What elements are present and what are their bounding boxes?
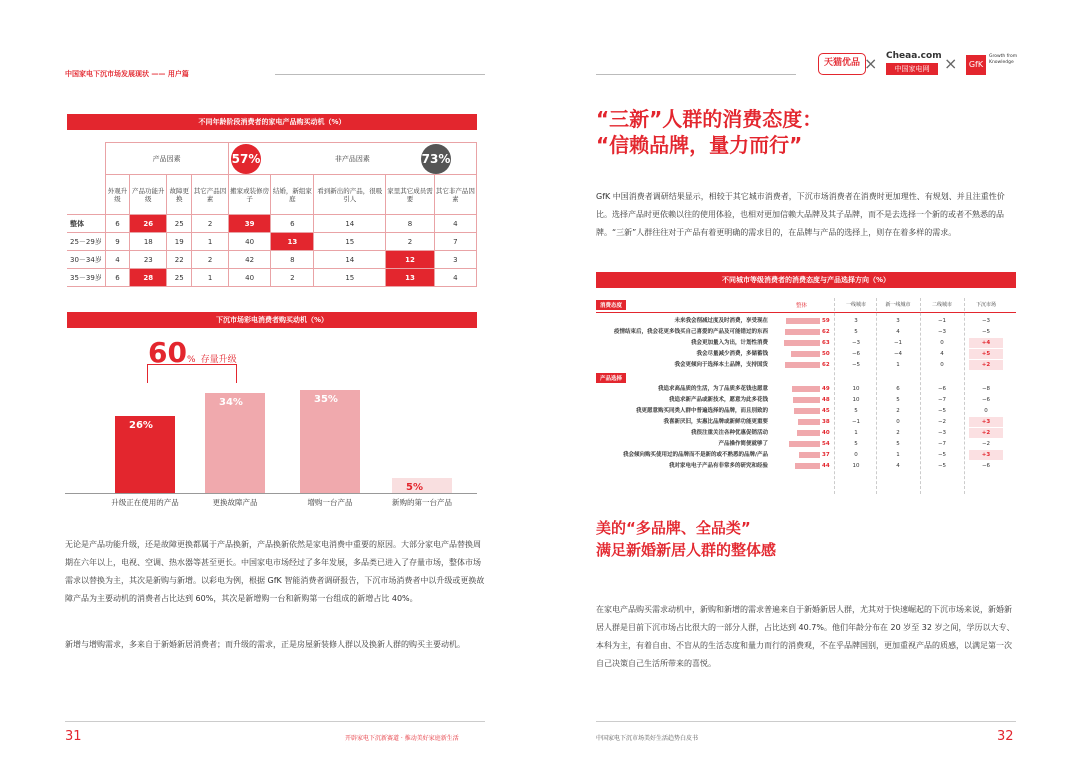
table2-row	[596, 349, 1016, 360]
table2-cell: −8	[981, 386, 991, 392]
running-header-left: 中国家电下沉市场发展现状 —— 用户篇	[65, 70, 189, 78]
table2-cell: −5	[937, 408, 947, 414]
x-tick-label: 增购一台产品	[307, 498, 353, 507]
table2-cell: −6	[937, 386, 947, 392]
table2-cell: −1	[893, 340, 903, 346]
group-product-header: 产品因素	[105, 143, 228, 175]
table2-row	[596, 406, 1016, 417]
table1-cell: 28	[130, 269, 167, 287]
overall-value: 62	[822, 362, 830, 368]
table2-column-header: 新一线城市	[885, 302, 911, 308]
overall-bar	[792, 386, 820, 392]
overall-bar	[795, 463, 820, 469]
table1-cell: 7	[434, 233, 476, 251]
table1-row-label: 30－34岁	[67, 251, 105, 269]
table2-cell: −5	[937, 452, 947, 458]
table2-cell: 4	[896, 329, 900, 335]
overall-value: 63	[822, 340, 830, 346]
table1-cell: 19	[167, 233, 192, 251]
table2-cell: 5	[854, 329, 858, 335]
col-overall-header: 整体	[796, 303, 808, 309]
x-tick-label: 升级正在使用的产品	[111, 498, 179, 507]
table2-row-label: 我更愿意购买同类人群中普遍选择的品牌，而且别致的	[635, 408, 768, 414]
table2-cell: 4	[896, 463, 900, 469]
table1-column-header: 其它产品因素	[192, 175, 228, 215]
table2-row	[596, 439, 1016, 450]
table2-cell: 5	[854, 441, 858, 447]
overall-value: 50	[822, 351, 830, 357]
cheaa-logo-top: Cheaa.com	[886, 51, 942, 61]
table1-cell: 2	[192, 215, 228, 233]
table2-row-label: 我会更加量入为出，计划性消费	[690, 340, 768, 346]
footer-rule-right	[596, 721, 1016, 722]
table1-column-header: 家里其它成员需要	[386, 175, 434, 215]
table2-cell: −1	[937, 318, 947, 324]
table1-cell: 39	[228, 215, 271, 233]
table2-cell: 1	[896, 362, 900, 368]
table1-cell: 1	[192, 233, 228, 251]
table1-cell: 8	[271, 251, 314, 269]
right-paragraph-2: 在家电产品购买需求动机中，新购和新增的需求普遍来自于新婚新居人群，尤其对于快速崛起的下沉市场来说，新婚新居人群是目前下沉市场占比很大的一部分人群，占比达到 40.7%。他们年龄分布在 20 岁至 32 岁之间，学历以大专、本科为主，有着自由、不盲从的生活态度和量力而行的消费观，不在乎品牌国别，更加重视产品的质感，以满足第一次自己决策自己生活所带来的喜悦。	[596, 605, 1015, 668]
table1-column-header: 产品功能升级	[130, 175, 167, 215]
table2-row	[596, 417, 1016, 428]
table2-header-rule	[596, 312, 1016, 313]
table2-cell: +2	[981, 362, 991, 368]
table2-cell: 3	[854, 318, 858, 324]
product-factor-badge: 57%	[231, 144, 261, 174]
table1-cell: 25	[167, 269, 192, 287]
table1-cell: 9	[105, 233, 130, 251]
overall-bar	[789, 441, 820, 447]
table2-cell: 1	[896, 452, 900, 458]
table1-row	[67, 251, 477, 269]
cheaa-logo-text: 中国家电网	[894, 65, 930, 73]
table1-cell: 8	[386, 215, 434, 233]
table2-row-label: 我很注重关注各种优惠促销活动	[690, 430, 768, 436]
table2-cell: 3	[896, 318, 900, 324]
table2-cell: −6	[981, 397, 991, 403]
overall-value: 37	[822, 452, 830, 458]
table2-row	[596, 461, 1016, 472]
table1-cell: 2	[386, 233, 434, 251]
x-tick-label: 更换故障产品	[212, 498, 258, 507]
table1-cell: 4	[434, 215, 476, 233]
table2-cell: 0	[940, 362, 944, 368]
overall-value: 40	[822, 430, 830, 436]
table2-cell: 5	[854, 408, 858, 414]
table2-cell: 1	[854, 430, 858, 436]
table2-row	[596, 395, 1016, 406]
table2-column-header: 二线城市	[931, 302, 952, 308]
overall-value: 59	[822, 318, 830, 324]
right-paragraph-1: GfK 中国消费者调研结果显示，相较于其它城市消费者，下沉市场消费者在消费时更加理性、有规划、并且注重性价比。选择产品时更依赖以往的使用体验，也相对更加信赖大品牌及其子品牌，而不是去选择一个新的或者不熟悉的品牌。“三新”人群往往对于产品有着更明确的需求目的，在品牌与产品的选择上，则存在着多样的需求。	[596, 192, 1005, 237]
table2-row	[596, 428, 1016, 439]
table2-row-label: 未来我会削减过度及时消费，享受现在	[674, 318, 768, 324]
table2-cell: 0	[984, 408, 988, 414]
group-nonproduct-header: 非产品因素	[228, 143, 476, 175]
overall-value: 38	[822, 419, 830, 425]
table2-cell: 10	[852, 386, 860, 392]
table1-column-header: 看到新出的产品，很吸引人	[314, 175, 386, 215]
table2-cell: 0	[854, 452, 858, 458]
table1-column-header: 结婚，新组家庭	[271, 175, 314, 215]
chart-title: 下沉市场彩电消费者购买动机（%）	[67, 312, 477, 328]
annotation-value: 60	[148, 336, 187, 369]
bar-chart-area	[105, 375, 465, 493]
table1-cell: 14	[314, 215, 386, 233]
table2-cell: +4	[981, 340, 991, 346]
overall-bar	[786, 318, 820, 324]
table2-row-label: 产品操作简便就够了	[718, 441, 768, 447]
table1-cell: 6	[271, 215, 314, 233]
section2-label: 产品选择	[596, 373, 626, 383]
overall-bar	[793, 397, 820, 403]
annotation-text: 存量升级	[200, 355, 237, 365]
table2-cell: −4	[893, 351, 903, 357]
table2-row	[596, 327, 1016, 338]
table2-row	[596, 316, 1016, 327]
gfk-logo: GfK	[966, 55, 986, 75]
table1-cell: 22	[167, 251, 192, 269]
purchase-motive-table	[67, 142, 477, 287]
table1-row	[67, 233, 477, 251]
table1-cell: 18	[130, 233, 167, 251]
table2-cell: −3	[981, 318, 991, 324]
table2-row	[596, 384, 1016, 395]
x-tick-label: 新购的第一台产品	[392, 498, 452, 507]
overall-bar	[785, 329, 820, 335]
table1-cell: 40	[228, 269, 271, 287]
table2-cell: 10	[852, 397, 860, 403]
table2-cell: 5	[896, 441, 900, 447]
table2-cell: +2	[981, 430, 991, 436]
table2-cell: 4	[940, 351, 944, 357]
bar: 26%	[115, 416, 175, 493]
table1-cell: 3	[434, 251, 476, 269]
table1-cell: 15	[314, 269, 386, 287]
tmall-logo: 天猫优品	[818, 53, 866, 75]
overall-bar	[791, 351, 820, 357]
table1-row	[67, 215, 477, 233]
table2-row	[596, 450, 1016, 461]
gfk-tagline: Growth from Knowledge	[989, 54, 1018, 65]
section1-label: 消费态度	[596, 300, 626, 310]
table1-cell: 4	[434, 269, 476, 287]
overall-value: 62	[822, 329, 830, 335]
table1-row-label: 整体	[67, 215, 105, 233]
table2-row-label: 我会倾向购买使用过的品牌而不是新的或不熟悉的品牌/产品	[622, 452, 768, 458]
times-icon-2: ×	[944, 54, 958, 73]
table2-cell: +3	[981, 452, 991, 458]
overall-value: 49	[822, 386, 830, 392]
header-rule-right	[596, 74, 796, 75]
page-number-right: 32	[997, 729, 1014, 744]
table2-title: 不同城市等级消费者的消费态度与产品选择方向（%）	[596, 272, 1016, 288]
table1-title: 不同年龄阶段消费者的家电产品购买动机（%）	[67, 114, 477, 130]
table2-row-label: 我追求高品质的生活，为了品质多花钱也愿意	[657, 386, 768, 392]
overall-value: 54	[822, 441, 830, 447]
table2-cell: 6	[896, 386, 900, 392]
table1-cell: 13	[386, 269, 434, 287]
table1-cell: 42	[228, 251, 271, 269]
footer-left: 开辟家电下沉新赛道 · 推动美好家庭新生活	[345, 735, 459, 742]
table1-cell: 13	[271, 233, 314, 251]
page-number-left: 31	[65, 729, 82, 744]
table2-column-header: 下沉市场	[975, 302, 996, 308]
table2-cell: +5	[981, 351, 991, 357]
table2-cell: 0	[940, 340, 944, 346]
table2-row	[596, 338, 1016, 349]
footer-right: 中国家电下沉市场美好生活趋势白皮书	[596, 735, 699, 742]
overall-value: 45	[822, 408, 830, 414]
footer-rule-left	[65, 721, 485, 722]
overall-bar	[785, 362, 820, 368]
right-title-line1: “三新”人群的消费态度：	[596, 107, 823, 131]
table1-column-header: 故障更换	[167, 175, 192, 215]
table2-cell: 10	[852, 463, 860, 469]
right-title2-line2: 满足新婚新居人群的整体感	[596, 541, 777, 559]
table2-cell: 5	[896, 397, 900, 403]
overall-bar	[799, 452, 820, 458]
bar: 34%	[205, 393, 265, 493]
table2-cell: 0	[896, 419, 900, 425]
table2-row-label: 我会更倾向于选择本土品牌，支持国货	[674, 362, 768, 368]
table2-cell: −7	[937, 397, 947, 403]
overall-bar	[784, 340, 820, 346]
table2-cell: −2	[981, 441, 991, 447]
table1-cell: 2	[271, 269, 314, 287]
table1-row	[67, 269, 477, 287]
annotation-unit: %	[186, 355, 196, 365]
table1-cell: 25	[167, 215, 192, 233]
table1-cell: 23	[130, 251, 167, 269]
bar: 35%	[300, 390, 360, 493]
table2-cell: −6	[981, 463, 991, 469]
table2-row-label: 我会尽量减少消费，多储蓄钱	[696, 351, 768, 357]
table2-cell: −3	[937, 430, 947, 436]
table1-cell: 2	[192, 251, 228, 269]
overall-value: 48	[822, 397, 830, 403]
nonproduct-factor-badge: 73%	[421, 144, 451, 174]
table2-row-label: 我喜新厌旧，实惠比品牌或新鲜功能更重要	[663, 419, 768, 425]
table2-row-label: 我追求新产品或新技术，愿意为此多花钱	[668, 397, 768, 403]
table2-cell: −5	[851, 362, 861, 368]
table1-cell: 6	[105, 215, 130, 233]
table2-cell: −3	[851, 340, 861, 346]
table1-cell: 12	[386, 251, 434, 269]
bar: 5%	[392, 478, 452, 493]
right-title2-line1: 美的“多品牌、全品类”	[596, 519, 751, 537]
table2-cell: 2	[896, 408, 900, 414]
right-title-line2: “信赖品牌，量力而行”	[596, 133, 803, 157]
table2-cell: −5	[981, 329, 991, 335]
table2-row-label: 我对家电电子产品有非常多的研究和经验	[668, 463, 768, 469]
table2-cell: −7	[937, 441, 947, 447]
table1-cell: 4	[105, 251, 130, 269]
table2-cell: −3	[937, 329, 947, 335]
table1-cell: 15	[314, 233, 386, 251]
table2-row-label: 疫情结束后，我会花更多钱买自己喜爱的产品及可能错过的东西	[613, 329, 768, 335]
table1-cell: 6	[105, 269, 130, 287]
table1-cell: 14	[314, 251, 386, 269]
table1-column-header: 搬家或装修房子	[228, 175, 271, 215]
table2-cell: +3	[981, 419, 991, 425]
left-paragraph-1: 无论是产品功能升级，还是故障更换都属于产品换新，产品换新依然是家电消费中重要的原因。大部分家电产品替换周期在六年以上，电视、空调、热水器等甚至更长。中国家电市场经过了多年发展，多品类已进入了存量市场，整体市场需求以替换为主，其次是新购与新增。以彩电为例，根据 GfK 智能消费者调研报告，下沉市场消费者中以升级或更换故障产品为主要动机的消费者占比达到 60%，其次是新增购一台和新购第一台组成的新增占比 40%。	[65, 540, 485, 603]
attitude-table	[596, 298, 1016, 498]
cheaa-logo-bottom	[886, 63, 938, 75]
chart-baseline	[65, 493, 477, 494]
times-icon: ×	[864, 54, 878, 73]
table2-row	[596, 360, 1016, 371]
table2-cell: 2	[896, 430, 900, 436]
chart-x-labels	[105, 497, 465, 509]
table1-column-header: 外观升级	[105, 175, 130, 215]
overall-bar	[794, 408, 820, 414]
table1-row-label: 35－39岁	[67, 269, 105, 287]
table1-column-header: 其它非产品因素	[434, 175, 476, 215]
table1-cell: 40	[228, 233, 271, 251]
table2-cell: −2	[937, 419, 947, 425]
table1-cell: 1	[192, 269, 228, 287]
header-rule-left	[275, 74, 485, 75]
table2-cell: −1	[851, 419, 861, 425]
table2-cell: −5	[937, 463, 947, 469]
table1-cell: 26	[130, 215, 167, 233]
table2-cell: −6	[851, 351, 861, 357]
left-paragraph-2: 新增与增购需求，多来自于新婚新居消费者；而升级的需求，正是房屋新装修人群以及换新人群的购买主要动机。	[65, 640, 465, 649]
overall-value: 44	[822, 463, 830, 469]
table1-row-label: 25－29岁	[67, 233, 105, 251]
table2-column-header: 一线城市	[845, 302, 866, 308]
overall-bar	[797, 430, 820, 436]
overall-bar	[798, 419, 820, 425]
